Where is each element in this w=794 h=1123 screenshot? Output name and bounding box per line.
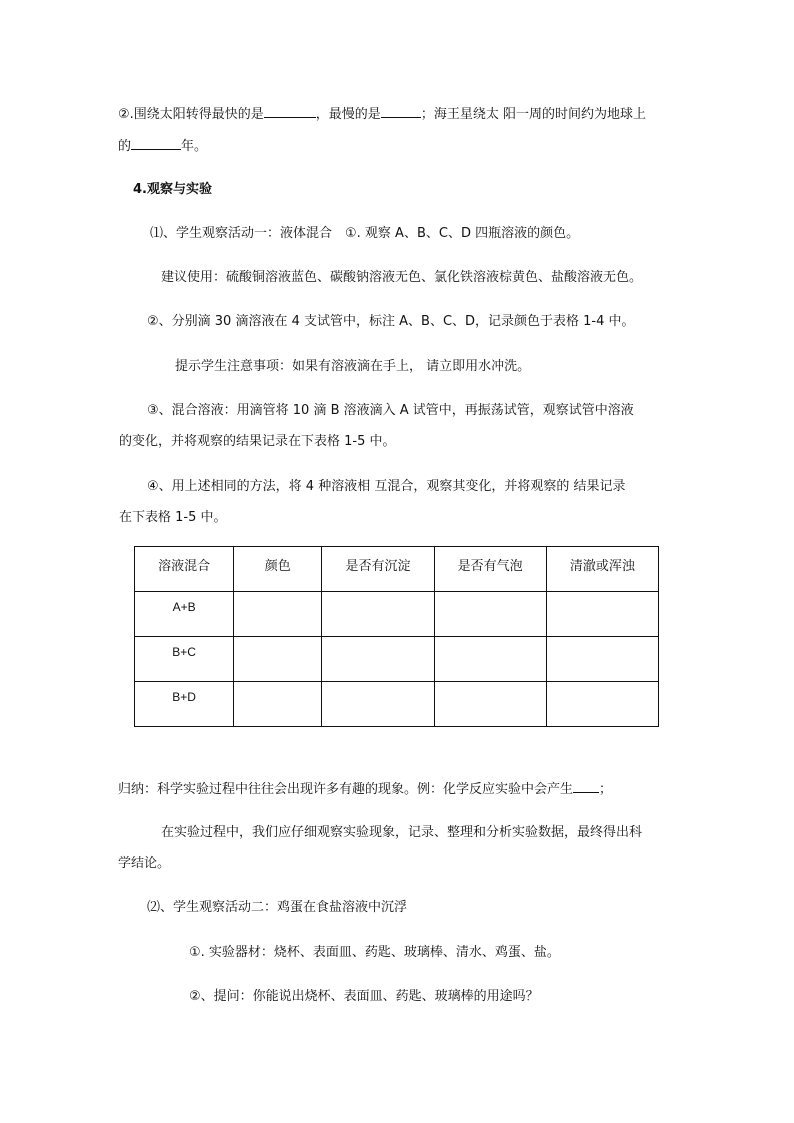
summary-line-2: 在实验过程中，我们应仔细观察实验现象，记录、整理和分析实验数据，最终得出科	[161, 825, 643, 840]
table-row	[135, 592, 659, 637]
question-2-line-1	[118, 104, 646, 124]
question-2-text-c: ；海王星绕太 阳一周的时间约为地球上	[420, 107, 646, 122]
question-2-text-b: ，最慢的是	[315, 107, 381, 122]
bubbles-answer-cell[interactable]	[434, 637, 546, 682]
activity-2-question: ②、提问：你能说出烧杯、表面皿、药匙、玻璃棒的用途吗？	[189, 989, 539, 1004]
table-row	[135, 682, 659, 727]
activity-1-tip: 提示学生注意事项：如果有溶液滴在手上， 请立即用水冲洗。	[175, 359, 531, 374]
question-2-text-a: ②.围绕太阳转得最快的是	[118, 107, 264, 122]
table-header-cell: 颜色	[234, 547, 322, 592]
table-header-cell: 是否有气泡	[434, 547, 546, 592]
activity-2-intro: ⑵、学生观察活动二：鸡蛋在食盐溶液中沉浮	[147, 900, 408, 915]
question-2-text-e: 年。	[181, 139, 208, 154]
activity-2-materials: ①. 实验器材：烧杯、表面皿、药匙、玻璃棒、清水、鸡蛋、盐。	[189, 945, 560, 960]
precipitate-answer-cell[interactable]	[322, 637, 434, 682]
bubbles-answer-cell[interactable]	[434, 592, 546, 637]
precipitate-answer-cell[interactable]	[322, 682, 434, 727]
color-answer-cell[interactable]	[234, 637, 322, 682]
answer-blank-years[interactable]	[131, 136, 181, 150]
clarity-answer-cell[interactable]	[546, 592, 658, 637]
table-row	[135, 637, 659, 682]
bubbles-answer-cell[interactable]	[434, 682, 546, 727]
table-header-cell: 溶液混合	[135, 547, 234, 592]
table-header-row	[135, 547, 659, 592]
summary-line-3: 学结论。	[118, 856, 171, 871]
activity-1-step-4-line-2: 在下表格 1-5 中。	[119, 510, 227, 525]
color-answer-cell[interactable]	[234, 592, 322, 637]
clarity-answer-cell[interactable]	[546, 637, 658, 682]
answer-blank-phenomenon[interactable]	[573, 779, 599, 793]
answer-blank-fastest[interactable]	[264, 104, 316, 118]
activity-1-suggestion: 建议使用：硫酸铜溶液蓝色、碳酸钠溶液无色、氯化铁溶液棕黄色、盐酸溶液无色。	[161, 270, 643, 285]
mix-label-cell: B+D	[135, 682, 234, 727]
activity-1-step-3-line-1: ③、混合溶液：用滴管将 10 滴 B 溶液滴入 A 试管中，再振荡试管，观察试管中溶液	[147, 403, 634, 418]
question-2-text-d: 的	[118, 139, 132, 154]
activity-1-intro: ⑴、学生观察活动一：液体混合 ①. 观察 A、B、C、D 四瓶溶液的颜色。	[150, 226, 580, 241]
activity-1-step-4-line-1: ④、用上述相同的方法，将 4 种溶液相 互混合，观察其变化，并将观察的 结果记录	[147, 479, 626, 494]
summary-line-1	[118, 779, 612, 799]
answer-blank-slowest[interactable]	[381, 104, 421, 118]
mix-label-cell: A+B	[135, 592, 234, 637]
table-header-cell: 是否有沉淀	[322, 547, 434, 592]
mix-label-cell: B+C	[135, 637, 234, 682]
clarity-answer-cell[interactable]	[546, 682, 658, 727]
section-4-title: 4.观察与实验	[133, 182, 212, 197]
summary-text: 归纳：科学实验过程中往往会出现许多有趣的现象。例：化学反应实验中会产生	[118, 782, 574, 797]
activity-1-step-3-line-2: 的变化，并将观察的结果记录在下表格 1-5 中。	[119, 434, 396, 449]
question-2-line-2	[118, 136, 207, 156]
observation-table	[134, 546, 659, 727]
table-header-cell: 清澈或浑浊	[546, 547, 658, 592]
precipitate-answer-cell[interactable]	[322, 592, 434, 637]
summary-text-end: ；	[599, 782, 613, 797]
color-answer-cell[interactable]	[234, 682, 322, 727]
activity-1-step-2: ②、分别滴 30 滴溶液在 4 支试管中，标注 A、B、C、D，记录颜色于表格 1-4 中。	[147, 314, 635, 329]
